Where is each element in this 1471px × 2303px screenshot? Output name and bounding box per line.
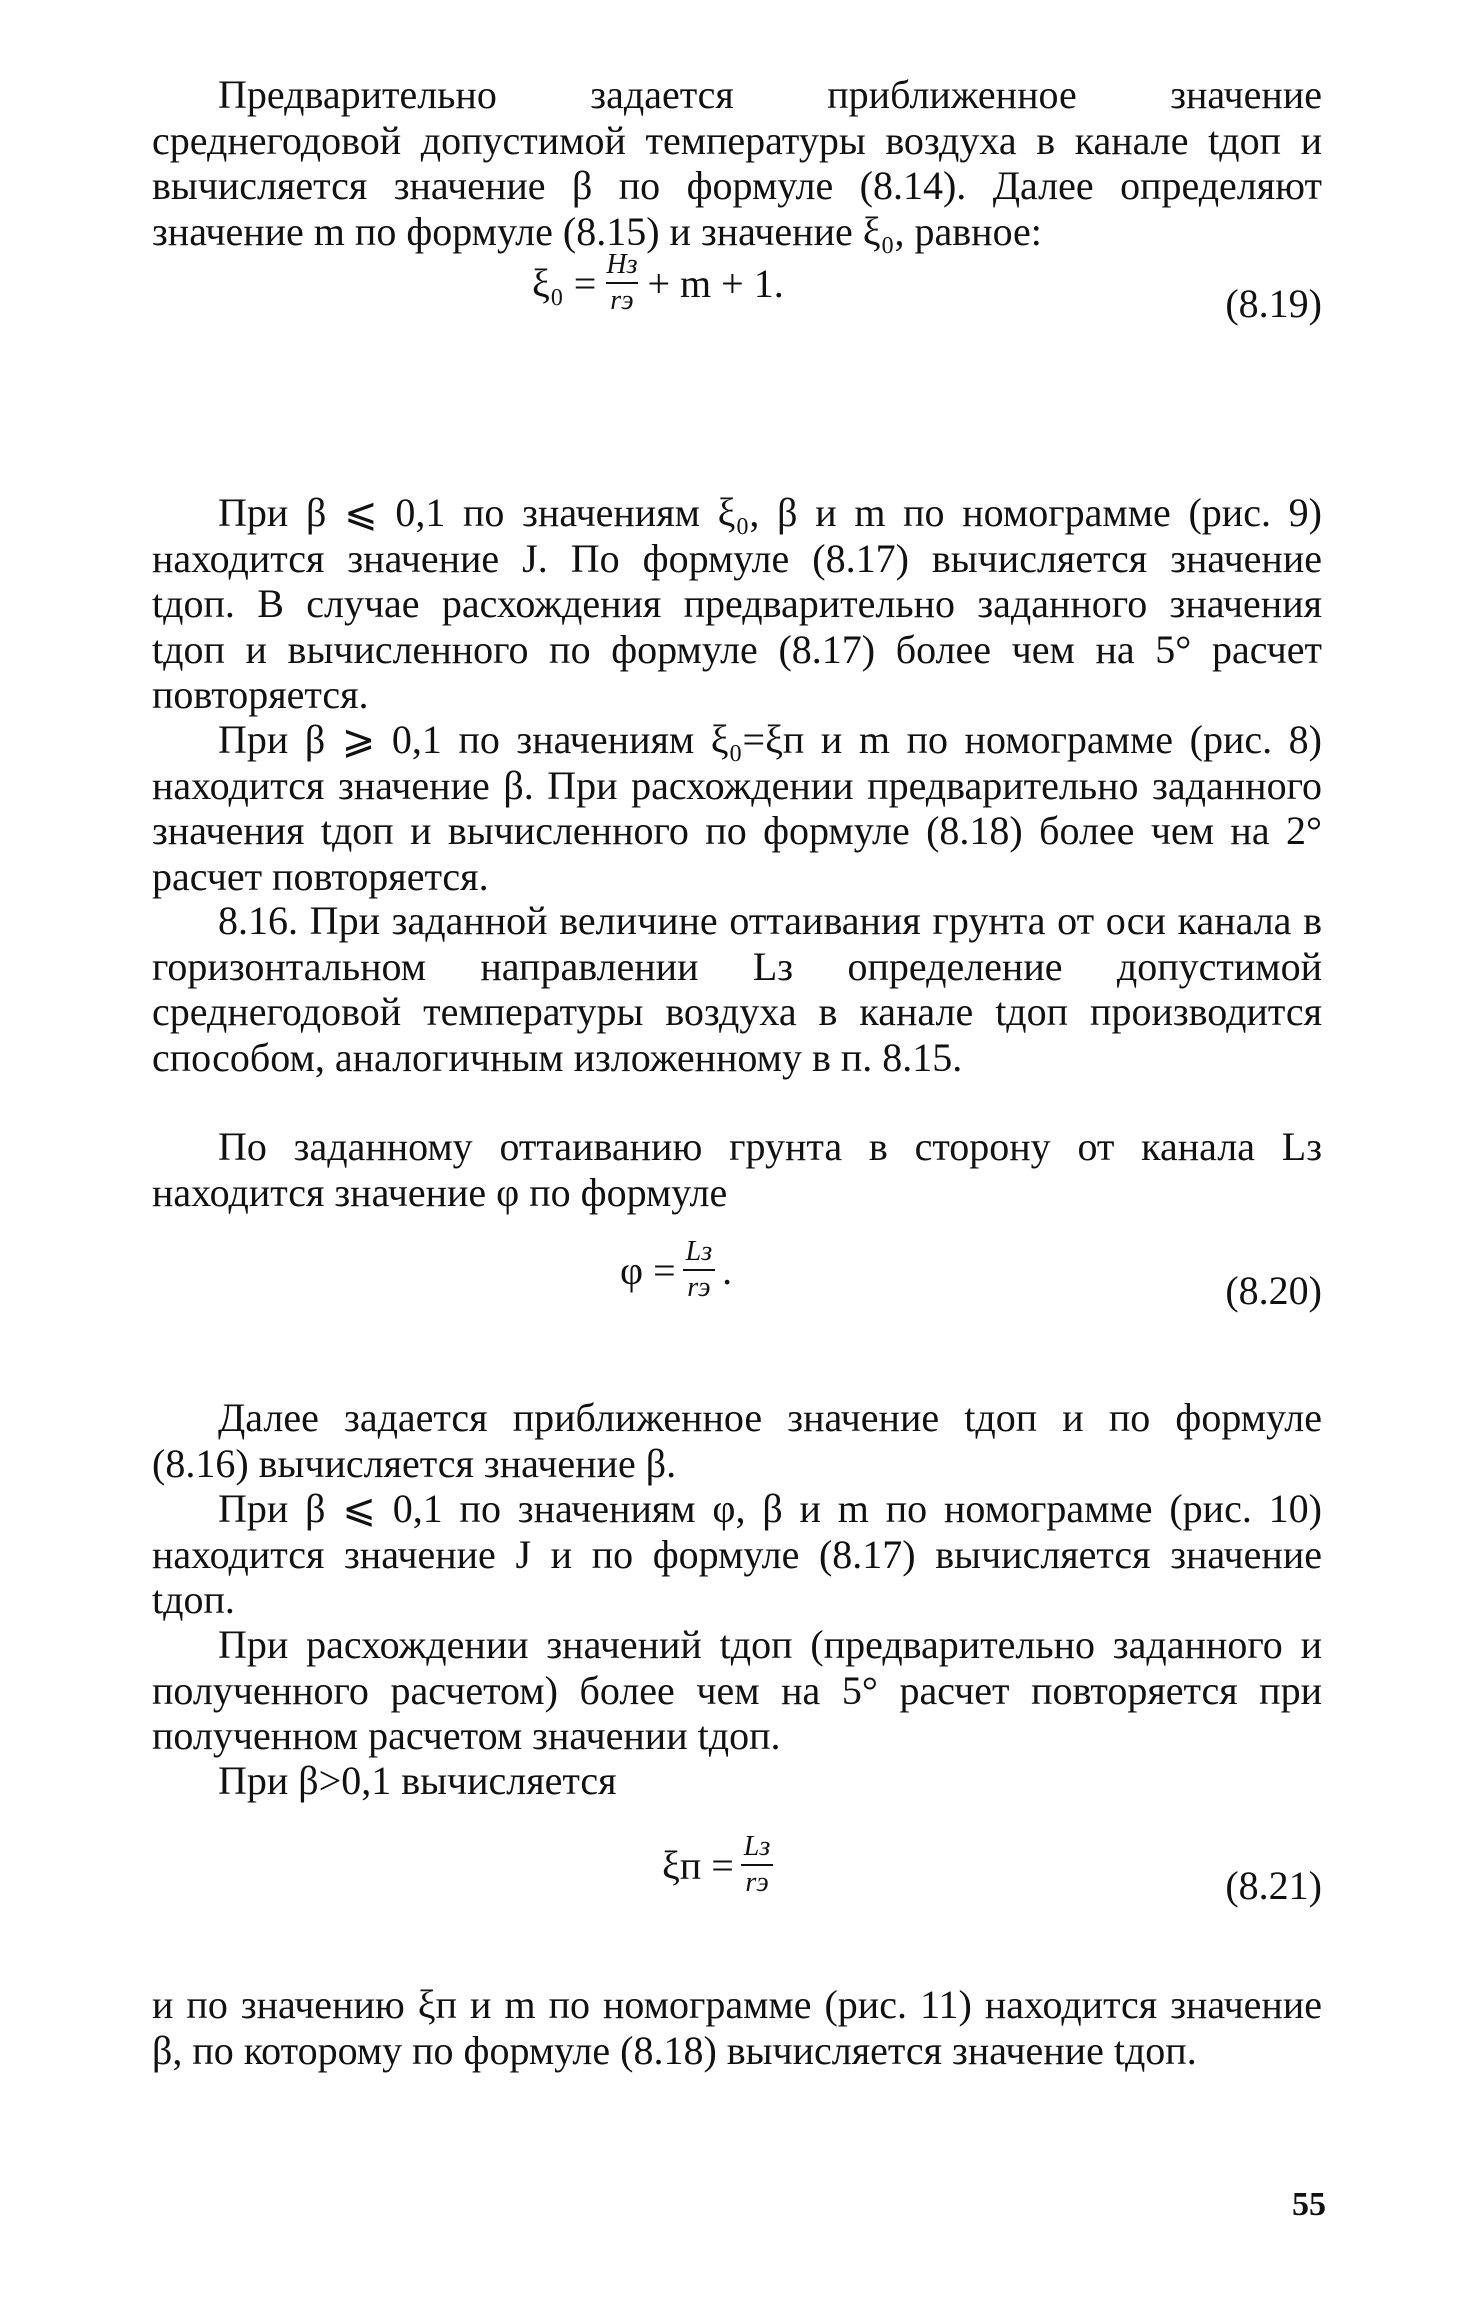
equation-8-20-lhs: φ = <box>620 1247 676 1293</box>
paragraph-intro: Предварительно задается приближенное значение среднегодовой допустимой температуры воздуха в канале tдоп и вычисляется значение β по формуле (8.14). Далее определяют значение m по формуле (8.15) и значение ξ₀, равное: <box>152 72 1322 254</box>
equation-8-21-numerator: Lз <box>743 1831 771 1862</box>
paragraph-section-8-16: 8.16. При заданной величине оттаивания грунта от оси канала в горизонтальном направлении Lз определение допустимой среднегодовой температуры воздуха в канале tдоп производится способом, аналогичным изложенному в п. 8.15. <box>152 898 1322 1080</box>
equation-8-19-formula <box>532 248 784 318</box>
equation-8-20-label: (8.20) <box>1225 1268 1322 1313</box>
equation-8-21-fraction <box>740 1830 775 1900</box>
equation-8-19-rhs: + m + 1. <box>647 260 784 306</box>
paragraph-thaw-side: По заданному оттаиванию грунта в сторону от канала Lз находится значение φ по формуле <box>152 1124 1322 1215</box>
paragraph-beta-over: При β>0,1 вычисляется <box>218 1758 617 1803</box>
paragraph-phi-nomogram: При β ⩽ 0,1 по значениям φ, β и m по номограмме (рис. 10) находится значение J и по формуле (8.17) вычисляется значение tдоп. <box>152 1486 1322 1622</box>
equation-8-20-rhs: . <box>722 1247 733 1293</box>
paragraph-next-step: Далее задается приближенное значение tдоп и по формуле (8.16) вычисляется значение β. <box>152 1395 1322 1486</box>
paragraph-beta-greater: При β ⩾ 0,1 по значениям ξ₀=ξп и m по номограмме (рис. 8) находится значение β. При расхождении предварительно заданного значения tдоп и вычисленного по формуле (8.18) более чем на 2° расчет повторяется. <box>152 717 1322 899</box>
equation-8-20-fraction <box>682 1235 717 1305</box>
equation-8-19-denominator: rэ <box>606 282 637 318</box>
equation-8-19-label: (8.19) <box>1225 281 1322 326</box>
equation-8-20-numerator: Lз <box>685 1236 713 1267</box>
equation-8-19 <box>152 248 1322 368</box>
equation-8-21-label: (8.21) <box>1225 1863 1322 1908</box>
equation-8-21-denominator: rэ <box>741 1864 772 1900</box>
equation-8-21-formula <box>662 1830 780 1900</box>
equation-8-20-denominator: rэ <box>683 1269 714 1305</box>
equation-8-19-numerator: Hз <box>606 249 638 280</box>
paragraph-final: и по значению ξп и m по номограмме (рис. 11) находится значение β, по которому по формуле (8.18) вычисляется значение tдоп. <box>152 1982 1322 2073</box>
equation-8-19-fraction <box>602 248 641 318</box>
equation-8-20 <box>152 1235 1322 1355</box>
equation-8-20-formula <box>620 1235 732 1305</box>
equation-8-21 <box>152 1830 1322 1950</box>
page-number: 55 <box>1292 2186 1326 2223</box>
equation-8-21-lhs: ξп = <box>662 1842 734 1888</box>
equation-8-19-lhs: ξ₀ = <box>532 260 597 306</box>
paragraph-beta-less: При β ⩽ 0,1 по значениям ξ₀, β и m по номограмме (рис. 9) находится значение J. По формуле (8.17) вычисляется значение tдоп. В случае расхождения предварительно заданного значения tдоп и вычисленного по формуле (8.17) более чем на 5° расчет повторяется. <box>152 490 1322 717</box>
paragraph-discrepancy: При расхождении значений tдоп (предварительно заданного и полученного расчетом) более чем на 5° расчет повторяется при полученном расчетом значении tдоп. <box>152 1622 1322 1758</box>
